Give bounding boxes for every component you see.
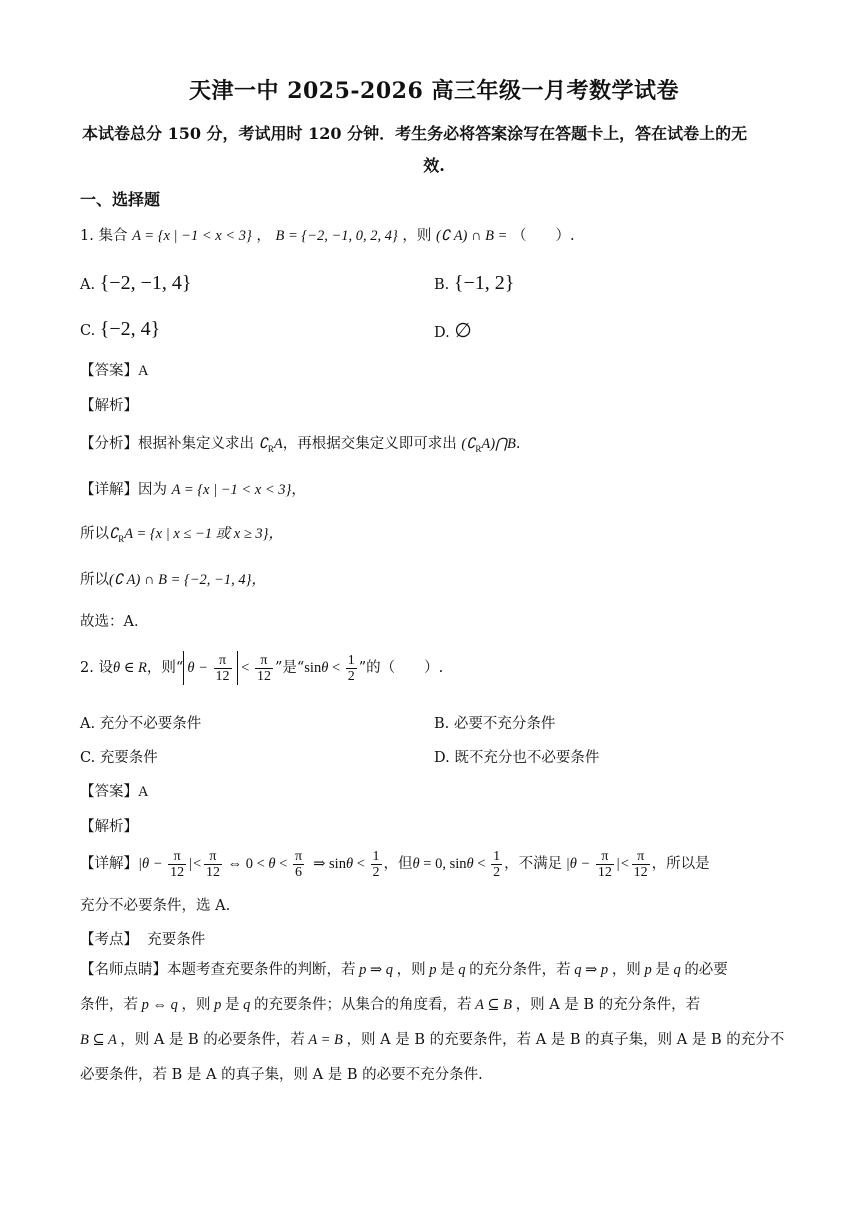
- q1-fenxi: 【分析】根据补集定义求出 $∁_RA$，再根据交集定义即可求出 $(∁_RA)⋂B$.: [80, 436, 521, 454]
- fenxi-text-2: ，再根据交集定义即可求出: [282, 436, 457, 452]
- detail-mid-2: ，不满足: [504, 856, 563, 872]
- q2-option-a: [80, 712, 201, 733]
- mingshi-text: 是: [440, 962, 455, 978]
- mingshi-text: 的充要条件；从集合的角度看，若: [254, 997, 472, 1013]
- so-expression: (∁ A) ∩ B = {−2, −1, 4}，: [109, 572, 266, 588]
- so-label: 所以: [80, 526, 109, 542]
- fraction: $\frac{\pi}{6}$: [294, 848, 303, 880]
- option-text: 充分不必要条件: [99, 716, 202, 732]
- option-label: D.: [434, 325, 450, 341]
- q2-then: ，则“: [146, 660, 184, 676]
- fraction: $\frac{\pi}{12}$: [205, 848, 220, 880]
- q1-option-d: [434, 318, 472, 343]
- q2-option-c: [80, 746, 158, 767]
- kaodian-text: 充要条件: [147, 932, 206, 948]
- fraction: $\frac{\pi}{12}$: [633, 848, 648, 880]
- q2-number: 2. 设: [80, 660, 113, 676]
- q2-answer: [80, 780, 148, 801]
- mingshi-text: 的必要: [684, 962, 728, 978]
- answer-tag: 【答案】: [80, 363, 138, 379]
- mingshi-text: 是: [655, 962, 670, 978]
- option-text: 充要条件: [99, 750, 158, 766]
- fraction: $\frac{1}{2}$: [493, 848, 501, 880]
- option-label: C.: [80, 323, 96, 339]
- mingshi-text: 的充分条件，若: [469, 962, 571, 978]
- q2-analysis-tag: 【解析】: [80, 819, 138, 835]
- kaodian-tag: 【考点】: [80, 932, 138, 948]
- q2-option-b: [434, 712, 555, 733]
- q2-abs-expression: θ − $\frac{\pi}{12}$: [183, 651, 237, 685]
- q1-answer-paren: （ ）.: [511, 228, 575, 244]
- mingshi-text: ，则: [181, 997, 211, 1013]
- complement-expr: $∁_RA$: [258, 436, 283, 454]
- q1-choose: 故选：A．: [80, 614, 149, 630]
- complement-intersect-expr: $(∁_RA)⋂B$: [461, 436, 516, 454]
- option-text: 既不充分也不必要条件: [454, 750, 600, 766]
- mingshi-line-2: 条件，若 p ⇔ q ，则 p 是 q 的充要条件；从集合的角度看，若 A ⊆ B ，则 A 是 B 的充分条件，若: [80, 997, 701, 1013]
- fraction: $\frac{\pi}{12}$: [597, 848, 612, 880]
- mingshi-text: 本题考查充要条件的判断，若: [167, 962, 356, 978]
- exam-instructions: [82, 118, 786, 182]
- q2-end: ”的（ ）.: [358, 660, 444, 676]
- fraction: $\frac{\pi}{12}$: [256, 652, 271, 684]
- question-1-stem: 1. 集合 A = {x | −1 < x < 3} ， B = {−2, −1, 0, 2, 4} ，则 (∁ A) ∩ B = （ ）.: [80, 228, 575, 244]
- fenxi-text: 根据补集定义求出: [138, 436, 254, 452]
- q1-set-b: B = {−2, −1, 0, 2, 4}: [275, 228, 398, 244]
- q1-so-line-2: [80, 568, 266, 589]
- q1-ask-prefix: ，则: [402, 228, 432, 244]
- q2-mid: ”是“: [274, 660, 305, 676]
- fraction: $\frac{\pi}{12}$: [170, 848, 185, 880]
- section-heading: 一、选择题: [80, 190, 161, 209]
- option-label: B.: [434, 716, 450, 732]
- option-label: C.: [80, 750, 96, 766]
- mingshi-text: 是: [225, 997, 240, 1013]
- so-label: 所以: [80, 572, 109, 588]
- option-label: D.: [434, 750, 450, 766]
- q2-condition: θ ∈ R: [112, 660, 147, 676]
- mingshi-line-3: B ⊆ A ，则 A 是 B 的必要条件，若 A = B ，则 A 是 B 的充要条件，若 A 是 B 的真子集，则 A 是 B 的充分不: [80, 1032, 785, 1048]
- q2-mingshi: [80, 953, 792, 1093]
- detail-text: 因为: [138, 482, 167, 498]
- q1-detail: 【详解】因为 A = {x | −1 < x < 3}，: [80, 482, 306, 498]
- page-title: 天津一中 2025-2026 高三年级一月考数学试卷: [189, 78, 679, 104]
- q2-option-d: [434, 746, 599, 767]
- option-value: ∅: [454, 320, 472, 342]
- mingshi-text: ，则 A 是 B 的充要条件，若 A 是 B 的真子集，则 A 是 B 的充分不: [346, 1032, 785, 1048]
- so-expression: A = {x | x ≤ −1 或 x ≥ 3}，: [124, 526, 283, 542]
- mingshi-text: ，则 A 是 B 的充分条件，若: [515, 997, 701, 1013]
- mingshi-text: ，则 A 是 B 的必要条件，若: [120, 1032, 305, 1048]
- option-value: {−1, 2}: [453, 272, 515, 294]
- q1-option-a: [80, 272, 191, 295]
- option-label: A.: [80, 277, 96, 293]
- q2-kaodian: [80, 928, 205, 949]
- fraction: $\frac{1}{2}$: [347, 652, 355, 684]
- answer-value: A: [138, 363, 149, 379]
- option-value: {−2, −1, 4}: [99, 272, 192, 294]
- detail-tag: 【详解】: [80, 856, 138, 872]
- option-label: A.: [80, 716, 96, 732]
- answer-tag: 【答案】: [80, 784, 138, 800]
- mingshi-text: ，则: [396, 962, 426, 978]
- instructions-line-2: 效.: [423, 156, 445, 175]
- detail-set-a: A = {x | −1 < x < 3}: [171, 482, 292, 498]
- detail-tag: 【详解】: [80, 482, 138, 498]
- option-text: 必要不充分条件: [453, 716, 556, 732]
- complement-symbol: $∁_R$: [109, 526, 125, 544]
- q1-number: 1. 集合: [80, 228, 128, 244]
- q1-set-a: A = {x | −1 < x < 3}: [132, 228, 252, 244]
- q1-so-line-1: [80, 522, 283, 544]
- q2-detail: 【详解】|θ − $\frac{\pi}{12}$ |< $\frac{\pi}{12}$ ⇔ 0 < θ < $\frac{\pi}{6}$ ⇒ sinθ < $\frac{1}{2}$ ，但θ = 0, sinθ < $\frac{1}{2}$ ，不满足 |θ − $\frac{\pi}{12}$ |< $\frac{\pi}{12}$ ，所以是: [80, 848, 710, 880]
- fraction: $\frac{\pi}{12}$: [215, 653, 230, 685]
- q2-detail-line-2: 充分不必要条件，选 A.: [80, 898, 231, 914]
- mingshi-text: ，则: [611, 962, 641, 978]
- mingshi-text: 条件，若: [80, 997, 138, 1013]
- fraction: $\frac{1}{2}$: [372, 848, 380, 880]
- mingshi-tag: 【名师点睛】: [80, 962, 167, 978]
- detail-end: ，所以是: [651, 856, 710, 872]
- fenxi-tag: 【分析】: [80, 436, 138, 452]
- detail-mid: ，但: [383, 856, 413, 872]
- q1-analysis-tag: 【解析】: [80, 398, 138, 414]
- mingshi-line-4: 必要条件，若 B 是 A 的真子集，则 A 是 B 的必要不充分条件.: [80, 1067, 483, 1083]
- instructions-line-1: 本试卷总分 150 分，考试用时 120 分钟．考生务必将答案涂写在答题卡上，答在试卷上的无: [82, 124, 748, 143]
- q1-ask-expression: (∁ A) ∩ B =: [436, 228, 508, 244]
- option-value: {−2, 4}: [99, 318, 161, 340]
- q1-answer: [80, 359, 148, 380]
- q1-option-c: [80, 318, 160, 341]
- option-label: B.: [434, 277, 450, 293]
- answer-value: A: [138, 784, 149, 800]
- question-2-stem: 2. 设θ ∈ R，则“ θ − $\frac{\pi}{12}$ < $\frac{\pi}{12}$ ”是“sinθ < $\frac{1}{2}$ ”的（ ）.: [80, 652, 444, 685]
- q1-option-b: [434, 272, 514, 295]
- mingshi-line-1: 【名师点睛】本题考查充要条件的判断，若 p ⇒ q ，则 p 是 q 的充分条件，若 q ⇒ p ，则 p 是 q 的必要: [80, 962, 728, 978]
